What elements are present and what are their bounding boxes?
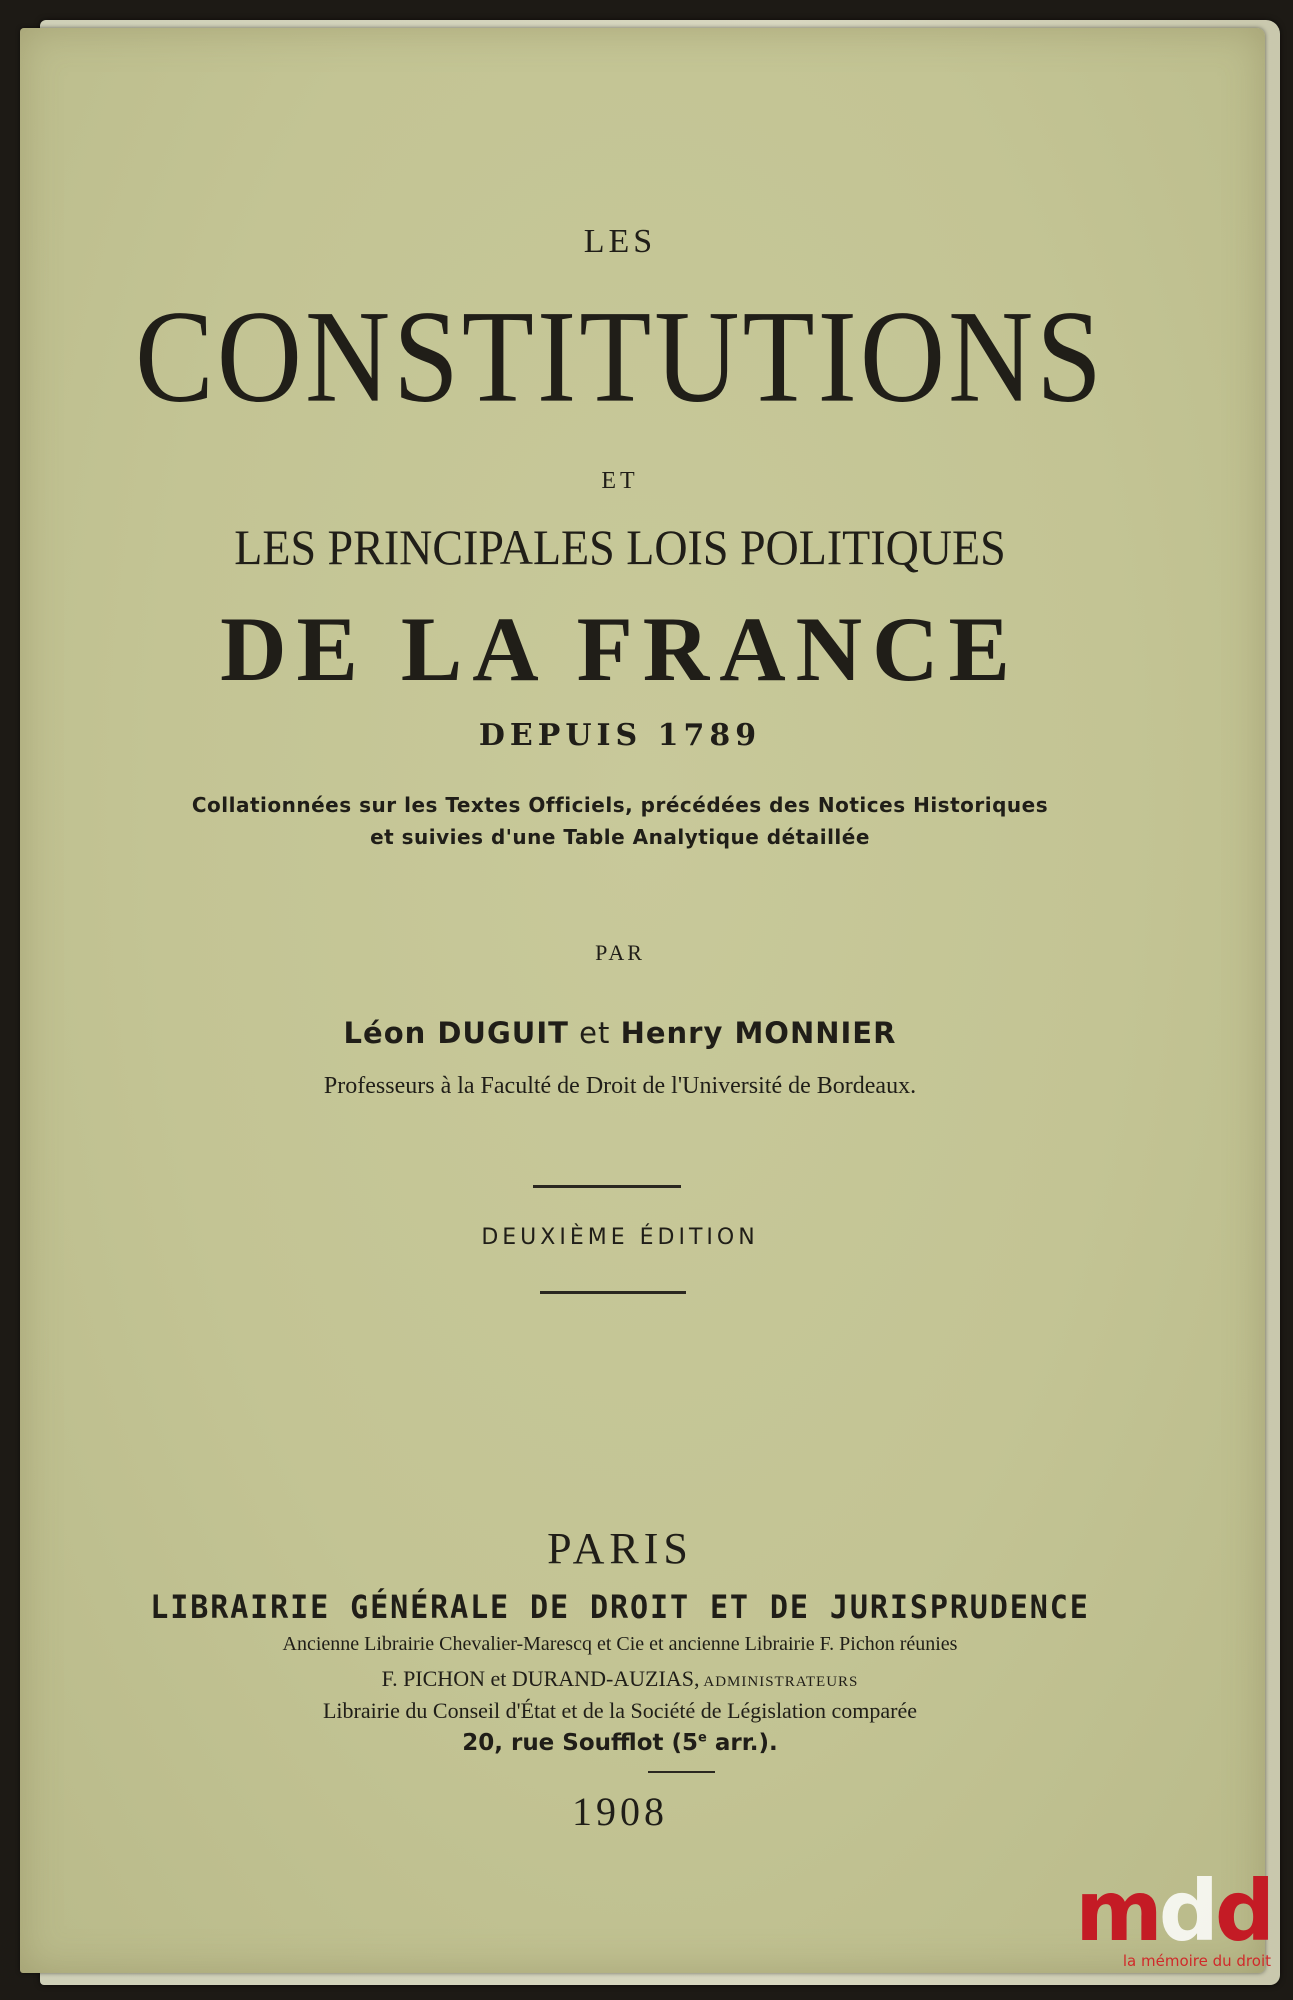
publisher-name: LIBRAIRIE GÉNÉRALE DE DROIT ET DE JURISPRUDENCE [150,1588,1090,1626]
title-article: LES [583,223,657,260]
subtitle-line-2: DE LA FRANCE [220,598,1020,700]
author-join: et [568,1016,621,1050]
since-date: DEPUIS 1789 [478,718,762,753]
description-line-2: et suivies d'une Table Analytique détaillée [370,825,870,849]
subtitle-line-1: LES PRINCIPALES LOIS POLITIQUES [234,519,1006,575]
publisher-line-3: Librairie du Conseil d'État et de la Société de Législation comparée [322,1698,918,1723]
book-cover [20,28,1265,1973]
edition-label: DEUXIÈME ÉDITION [481,1225,759,1250]
main-title: CONSTITUTIONS [135,283,1105,430]
address-superscript: e [698,1730,707,1746]
address-end: arr.). [706,1730,778,1756]
publication-year: 1908 [572,1789,668,1834]
divider-rule [648,1771,715,1773]
logo-caption: la mémoire du droit [1122,1952,1271,1970]
author-2: Henry MONNIER [620,1016,897,1050]
authors [20,1016,1220,1050]
imprint-city: PARIS [547,1524,693,1573]
by-label: PAR [595,940,645,965]
address-main: 20, rue Soufflot (5 [462,1730,699,1756]
administrators-names: F. PICHON et DURAND-AUZIAS, [381,1666,700,1691]
logo-letter-d: d [1214,1862,1271,1961]
logo-letter-d: d [1158,1862,1215,1961]
publisher-line-2 [20,1666,1220,1692]
mdd-logo [1075,1862,1271,1970]
title-conjunction: ET [601,468,639,494]
administrators-role: ADMINISTRATEURS [699,1674,859,1690]
publisher-address [20,1730,1220,1756]
divider-rule [533,1185,681,1188]
description-line-1: Collationnées sur les Textes Officiels, précédées des Notices Historiques [191,793,1049,817]
logo-letter-m: m [1075,1862,1159,1961]
publisher-line-1: Ancienne Librairie Chevalier-Marescq et Cie et ancienne Librairie F. Pichon réunies [282,1633,958,1655]
author-affiliation: Professeurs à la Faculté de Droit de l'Université de Bordeaux. [323,1073,917,1099]
author-1: Léon DUGUIT [343,1016,569,1050]
divider-rule [540,1291,686,1294]
